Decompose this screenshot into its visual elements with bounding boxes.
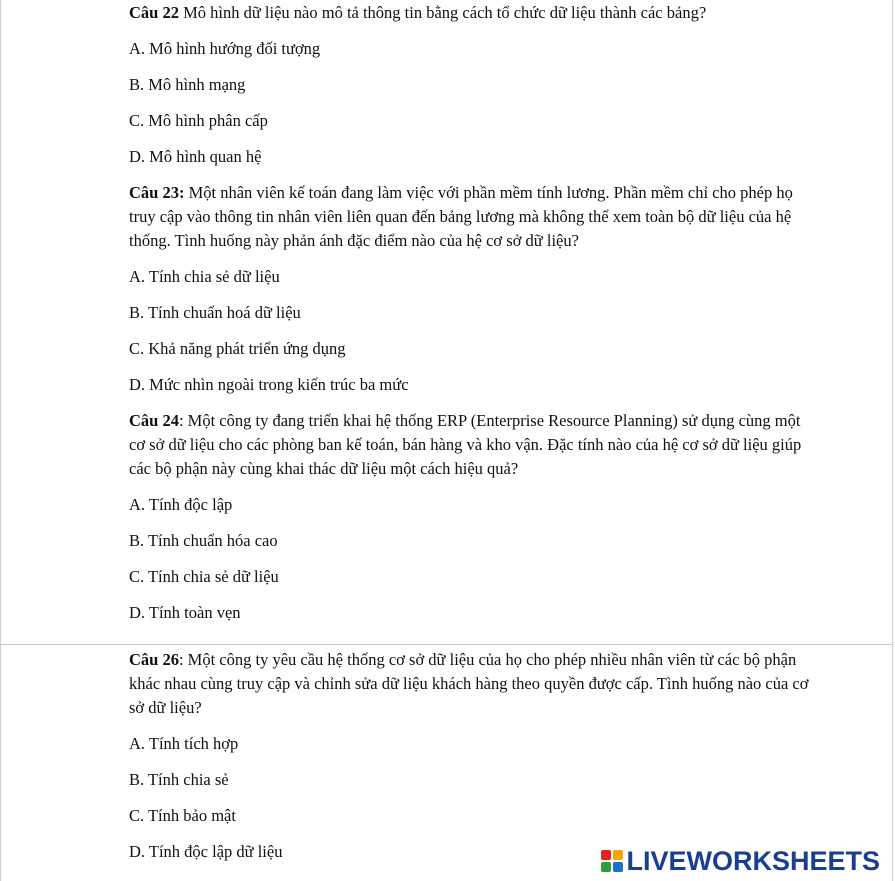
question-text: Một nhân viên kế toán đang làm việc với phần mềm tính lương. Phần mềm chỉ cho phép họ truy cập vào thông tin nhân viên liên quan đến bảng lương mà không thể xem toàn bộ dữ liệu của hệ thống. Tình huống này phản ánh đặc điểm nào của hệ cơ sở dữ liệu?: [129, 183, 793, 250]
question-22: [129, 1, 809, 25]
question-number: Câu 22: [129, 3, 179, 22]
question-26: [129, 648, 809, 720]
question-text: : Một công ty đang triển khai hệ thống ERP (Enterprise Resource Planning) sử dụng cùng một cơ sở dữ liệu cho các phòng ban kế toán, bán hàng và kho vận. Đặc tính nào của hệ cơ sở dữ liệu giúp các bộ phận này cùng khai thác dữ liệu một cách hiệu quả?: [129, 411, 802, 478]
option-b: B. Tính chuẩn hóa cao: [129, 531, 278, 550]
option-d: D. Tính độc lập dữ liệu: [129, 842, 283, 861]
watermark-text: LIVEWORKSHEETS: [626, 846, 880, 876]
option-c: C. Tính chia sẻ dữ liệu: [129, 567, 279, 586]
option-d: D. Tính toàn vẹn: [129, 603, 241, 622]
question-text: : Một công ty yêu cầu hệ thống cơ sở dữ liệu của họ cho phép nhiều nhân viên từ các bộ phận khác nhau cùng truy cập và chỉnh sửa dữ liệu khách hàng theo quyền được cấp. Tình huống nào của cơ sở dữ liệu?: [129, 650, 809, 717]
logo-square-4: [613, 862, 623, 872]
option-b: B. Tính chia sẻ: [129, 770, 229, 789]
page-1-content: [129, 1, 809, 637]
logo-square-3: [601, 862, 611, 872]
document-page-2: [0, 645, 893, 881]
logo-square-2: [613, 850, 623, 860]
option-d: D. Mô hình quan hệ: [129, 147, 262, 166]
option-a: A. Tính chia sẻ dữ liệu: [129, 267, 280, 286]
liveworksheets-logo-icon: [601, 850, 623, 872]
question-24: [129, 409, 809, 481]
liveworksheets-watermark: [601, 847, 880, 875]
question-text: Mô hình dữ liệu nào mô tả thông tin bằng cách tổ chức dữ liệu thành các bảng?: [178, 3, 707, 22]
question-number: Câu 23:: [129, 183, 185, 202]
question-number: Câu 24: [129, 411, 179, 430]
option-c: C. Tính bảo mật: [129, 806, 236, 825]
option-b: B. Mô hình mạng: [129, 75, 246, 94]
option-a: A. Tính độc lập: [129, 495, 233, 514]
page-2-content: [129, 648, 809, 876]
option-d: D. Mức nhìn ngoài trong kiến trúc ba mức: [129, 375, 409, 394]
option-a: A. Mô hình hướng đối tượng: [129, 39, 321, 58]
option-c: C. Mô hình phân cấp: [129, 111, 268, 130]
logo-square-1: [601, 850, 611, 860]
option-a: A. Tính tích hợp: [129, 734, 239, 753]
question-23: [129, 181, 809, 253]
question-number: Câu 26: [129, 650, 179, 669]
option-b: B. Tính chuẩn hoá dữ liệu: [129, 303, 301, 322]
option-c: C. Khả năng phát triển ứng dụng: [129, 339, 346, 358]
